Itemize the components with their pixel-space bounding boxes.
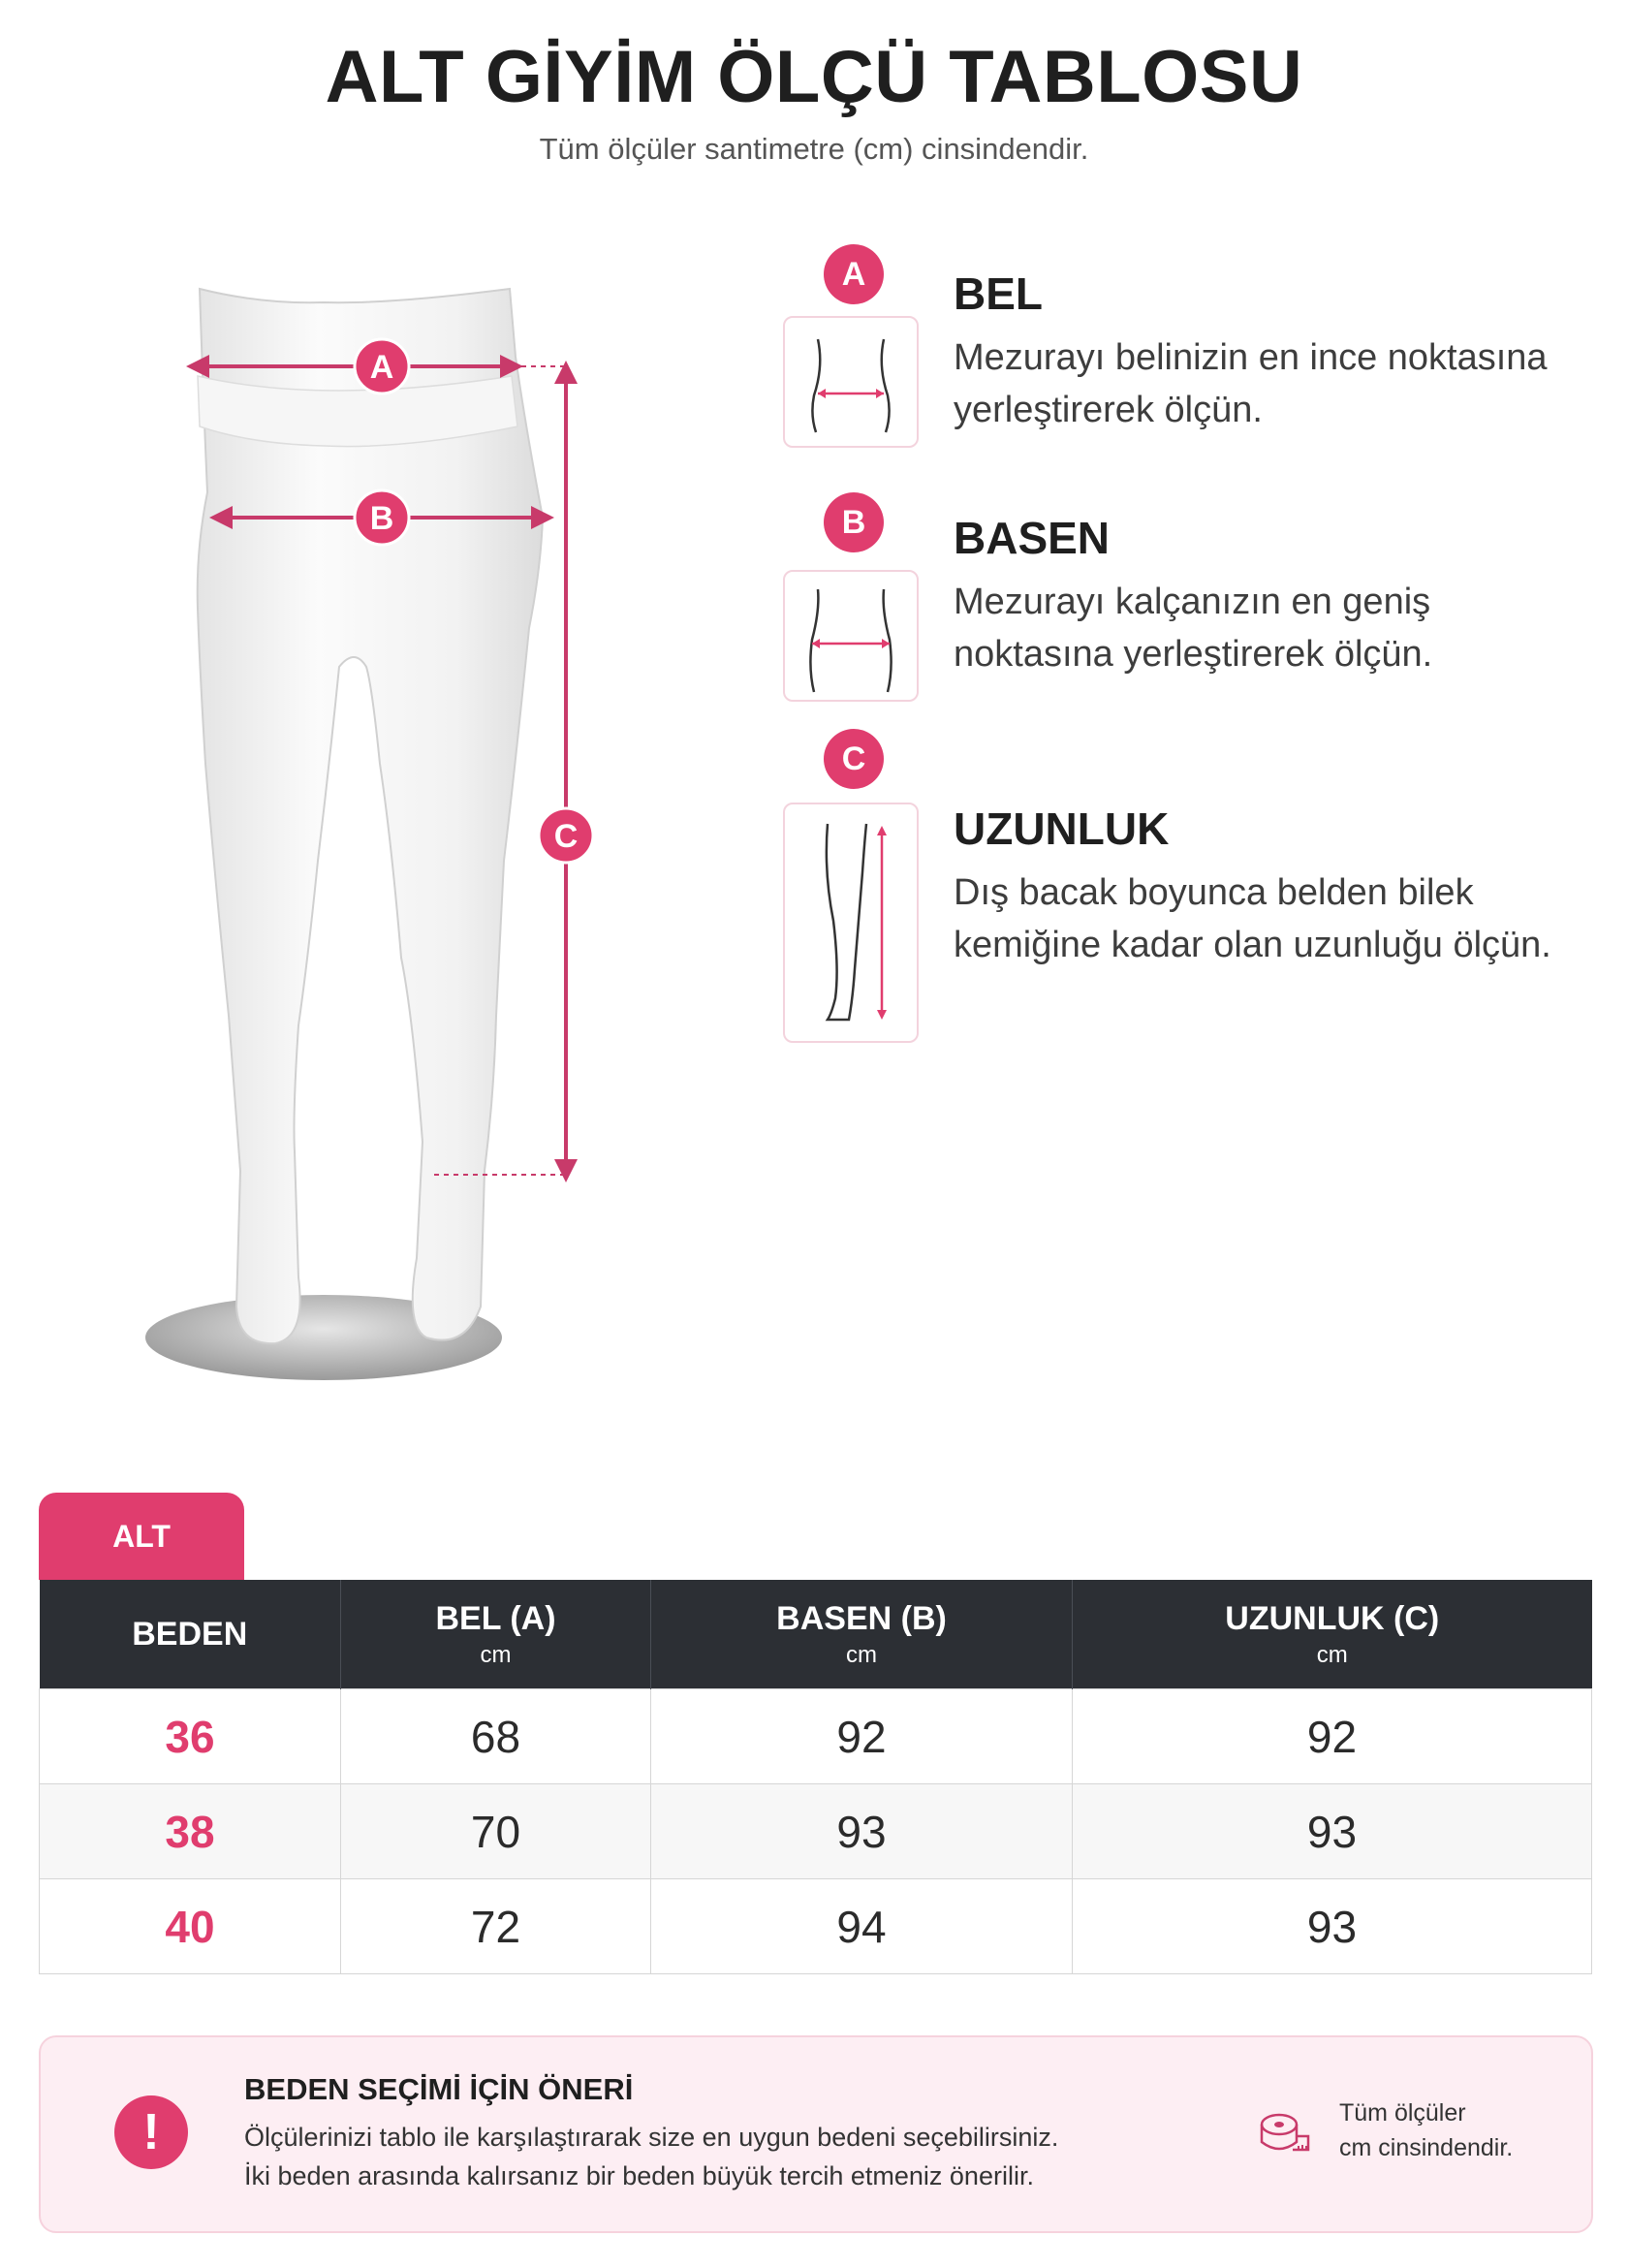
table-row [40,1689,1592,1784]
page-subtitle: Tüm ölçüler santimetre (cm) cinsindendir. [539,132,1089,166]
measurement-length [783,729,1597,1058]
header-length [1073,1580,1592,1689]
cell-size: 36 [40,1689,341,1784]
table-tab-alt[interactable]: ALT [39,1493,244,1580]
waist-badge: A [824,244,884,304]
waist-marker-label: A [369,349,394,386]
measuring-tape-icon [1258,2107,1310,2159]
mannequin-figure [114,260,657,1413]
recommendation-title: BEDEN SEÇİMİ İÇİN ÖNERİ [244,2072,634,2106]
measurement-waist [783,244,1597,477]
hip-marker-label: B [369,500,394,537]
cell-waist: 68 [341,1689,651,1784]
table-row [40,1879,1592,1974]
mannequin-body [198,289,543,1343]
mannequin-illustration [114,260,657,1413]
measurement-hip [783,492,1597,715]
hip-desc-line1: Mezurayı kalçanızın en geniş [954,582,1431,622]
waist-title: BEL [954,268,1043,319]
length-diagram-icon [785,804,917,1041]
unit-note-line1: Tüm ölçüler [1339,2099,1466,2126]
waist-diagram-icon [785,318,917,446]
cell-hip: 93 [651,1784,1073,1879]
waist-desc-line1: Mezurayı belinizin en ince noktasına [954,337,1548,378]
recommendation-box [39,2035,1593,2233]
waist-desc-line2: yerleştirerek ölçün. [954,390,1263,430]
cell-waist: 70 [341,1784,651,1879]
header-waist-unit: cm [480,1641,512,1668]
unit-note-line2: cm cinsindendir. [1339,2134,1514,2161]
header-hip-unit: cm [846,1641,877,1668]
cell-length: 93 [1073,1784,1592,1879]
header-size-label: BEDEN [132,1615,248,1653]
cell-hip: 94 [651,1879,1073,1974]
cell-waist: 72 [341,1879,651,1974]
cell-length: 93 [1073,1879,1592,1974]
hip-diagram-card [783,570,919,702]
table-row [40,1784,1592,1879]
page-title: ALT GİYİM ÖLÇÜ TABLOSU [325,36,1303,118]
cell-hip: 92 [651,1689,1073,1784]
table-header-row [40,1580,1592,1689]
header-hip-label: BASEN (B) [776,1599,947,1637]
header-hip [651,1580,1073,1689]
length-title: UZUNLUK [954,803,1170,854]
length-marker-label: C [553,818,579,855]
hip-desc-line2: noktasına yerleştirerek ölçün. [954,634,1433,675]
hip-badge: B [824,492,884,552]
cell-size: 40 [40,1879,341,1974]
header-waist-label: BEL (A) [435,1599,556,1637]
exclamation-icon: ! [114,2095,188,2169]
hip-diagram-icon [785,572,917,700]
header-size [40,1580,341,1689]
hip-title: BASEN [954,513,1111,563]
recommendation-line1: Ölçülerinizi tablo ile karşılaştırarak size en uygun bedeni seçebilirsiniz. [244,2123,1059,2152]
length-diagram-card [783,803,919,1043]
header-length-label: UZUNLUK (C) [1225,1599,1440,1637]
size-table [39,1580,1592,1974]
length-desc-line1: Dış bacak boyunca belden bilek [954,872,1474,913]
header-waist [341,1580,651,1689]
length-badge: C [824,729,884,789]
header-length-unit: cm [1316,1641,1348,1668]
cell-length: 92 [1073,1689,1592,1784]
length-desc-line2: kemiğine kadar olan uzunluğu ölçün. [954,925,1551,965]
recommendation-line2: İki beden arasında kalırsanız bir beden büyük tercih etmeniz önerilir. [244,2161,1034,2190]
cell-size: 38 [40,1784,341,1879]
waist-diagram-card [783,316,919,448]
